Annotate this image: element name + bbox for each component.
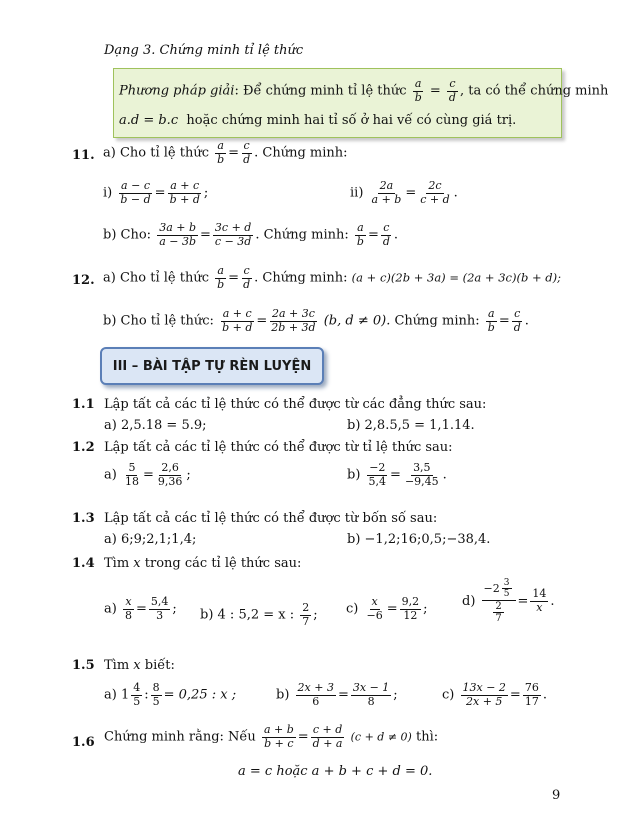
exercise-1-5-a-rest: = 0,25 : x ; [163,687,237,703]
method-line-1: Phương pháp giải: Để chứng minh tỉ lệ thức $\frac{a}{b}$ = $\frac{c}{d}$ , ta có thể chứng minh [119,77,609,104]
problem-11-ii-label: ii) [350,185,364,201]
exercise-1-4-a-label: a) [104,601,117,617]
problem-12a-equation: (a + c)(2b + 3a) = (2a + 3c)(b + d); [351,270,561,285]
method-text-1: : Để chứng minh tỉ lệ thức [234,83,407,99]
exercise-1-2-b: b) $\frac{-2}{5,4}$ = $\frac{3,5}{-9,45}$ . [347,461,447,488]
problem-11-i-label: i) [103,185,113,201]
problem-12a-text2: . Chứng minh: [254,270,348,286]
exercise-1-2-a: a) $\frac{5}{18}$ = $\frac{2,6}{9,36}$ ; [104,461,191,488]
problem-12b-text: b) Cho tỉ lệ thức: [103,313,214,329]
exercise-1-5-text [104,658,175,673]
problem-12b: b) Cho tỉ lệ thức: $\frac{a + c}{b + d}$ = $\frac{2a + 3c}{2b + 3d}$ (b, d ≠ 0). Chứng minh: $\frac{a}{b}$ = $\frac{c}{d}$ . [103,307,529,334]
exercise-1-6-then: thì: [415,729,439,745]
exercise-1-5-c: c) $\frac{13x - 2}{2x + 5}$ = $\frac{76}{17}$ . [442,681,547,708]
exercise-1-2-a-label: a) [104,467,117,483]
problem-11-ii: ii) $\frac{2a}{a + b}$ = $\frac{2c}{c + d}$ . [350,179,458,206]
exercise-1-2-b-label: b) [347,467,361,483]
exercise-1-4-c-label: c) [346,601,359,617]
exercise-1-4-text-pre: Tìm [104,556,130,571]
exercise-1-1-b: b) 2,8.5,5 = 1,1.14. [347,418,475,433]
problem-11a: a) Cho tỉ lệ thức $\frac{a}{b}$ = $\frac{c}{d}$ . Chứng minh: [103,139,348,166]
method-line-2 [119,113,516,128]
exercise-1-5-a: a) 1 $\frac{4}{5}$ : $\frac{8}{5}$ = 0,25 : x ; [104,681,237,708]
exercise-1-3-text: Lập tất cả các tỉ lệ thức có thể được từ bốn số sau: [104,511,438,526]
section-banner: III – BÀI TẬP TỰ RÈN LUYỆN [100,347,324,385]
problem-11-i: i) $\frac{a - c}{b - d}$ = $\frac{a + c}{b + d}$ ; [103,179,209,206]
exercise-1-1-number: 1.1 [72,397,95,412]
exercise-1-4-a: a) $\frac{x}{8}$ = $\frac{5,4}{3}$ ; [104,595,177,622]
exercise-1-5-number: 1.5 [72,658,95,673]
problem-12a-text: a) Cho tỉ lệ thức [103,270,209,286]
exercise-1-4-d: d) −2 $\frac{3}{5}$ $\frac{2}{7}$ = $\frac{14}{x}$ . [462,578,555,625]
exercise-1-2-text: Lập tất cả các tỉ lệ thức có thể được từ tỉ lệ thức sau: [104,440,453,455]
exercise-1-5-b: b) $\frac{2x + 3}{6}$ = $\frac{3x - 1}{8}$ ; [276,681,398,708]
problem-12b-text2: Chứng minh: [394,313,480,329]
exercise-1-5-text-pre: Tìm [104,658,130,673]
exercise-1-6-number: 1.6 [72,735,95,750]
exercise-1-6-condition: (c + d ≠ 0) [350,730,412,744]
exercise-1-6-text: Chứng minh rằng: Nếu $\frac{a + b}{b + c}$ = $\frac{c + d}{d + a}$ (c + d ≠ 0) thì: [104,723,439,750]
exercise-1-5-c-label: c) [442,687,455,703]
problem-12-number: 12. [72,273,95,288]
exercise-1-4-var: x [133,556,141,571]
method-text-3: hoặc chứng minh hai tỉ số ở hai vế có cùng giá trị. [186,113,517,128]
exercise-1-3-b: b) −1,2;16;0,5;−38,4. [347,532,491,547]
method-eq: a.d = b.c [119,113,179,128]
problem-11b-text2: . Chứng minh: [255,227,349,243]
method-text-2: , ta có thể chứng minh [459,83,609,99]
exercise-1-4-number: 1.4 [72,556,95,571]
exercise-1-6-text-main: Chứng minh rằng: Nếu [104,729,256,745]
exercise-1-1-text: Lập tất cả các tỉ lệ thức có thể được từ các đẳng thức sau: [104,397,487,412]
section-heading: Dạng 3. Chứng minh tỉ lệ thức [104,43,304,58]
exercise-1-3-a: a) 6;9;2,1;1,4; [104,532,197,547]
exercise-1-6-result: a = c hoặc a + b + c + d = 0. [238,764,433,779]
problem-11b: b) Cho: $\frac{3a + b}{a - 3b}$ = $\frac{3c + d}{c - 3d}$ . Chứng minh: $\frac{a}{b}$ = $\frac{c}{d}$ . [103,221,399,248]
exercise-1-5-text-post: biết: [144,658,175,673]
method-label: Phương pháp giải [119,83,235,99]
exercise-1-1-a: a) 2,5.18 = 5.9; [104,418,207,433]
exercise-1-4-text-post: trong các tỉ lệ thức sau: [144,556,302,571]
problem-11b-text: b) Cho: [103,227,152,243]
problem-12a: a) Cho tỉ lệ thức $\frac{a}{b}$ = $\frac{c}{d}$ . Chứng minh: (a + c)(2b + 3a) = (2a + 3c)(b + d); [103,264,561,291]
exercise-1-4-b-label: b) 4 : 5,2 = x : [200,607,295,623]
exercise-1-4-c: c) $\frac{x}{-6}$ = $\frac{9,2}{12}$ ; [346,595,428,622]
exercise-1-4-text [104,556,301,571]
page-number: 9 [552,788,561,803]
problem-11a-text2: . Chứng minh: [254,145,348,161]
exercise-1-2-number: 1.2 [72,440,95,455]
exercise-1-4-b: b) 4 : 5,2 = x : $\frac{2}{7}$ ; [200,601,318,628]
exercise-1-5-var: x [133,658,141,673]
exercise-1-4-d-label: d) [462,593,476,609]
exercise-1-5-a-label: a) [104,687,117,703]
exercise-1-5-b-label: b) [276,687,290,703]
problem-11a-text: a) Cho tỉ lệ thức [103,145,209,161]
problem-12b-condition: (b, d ≠ 0). [323,313,391,329]
exercise-1-3-number: 1.3 [72,511,95,526]
problem-11-number: 11. [72,148,95,163]
